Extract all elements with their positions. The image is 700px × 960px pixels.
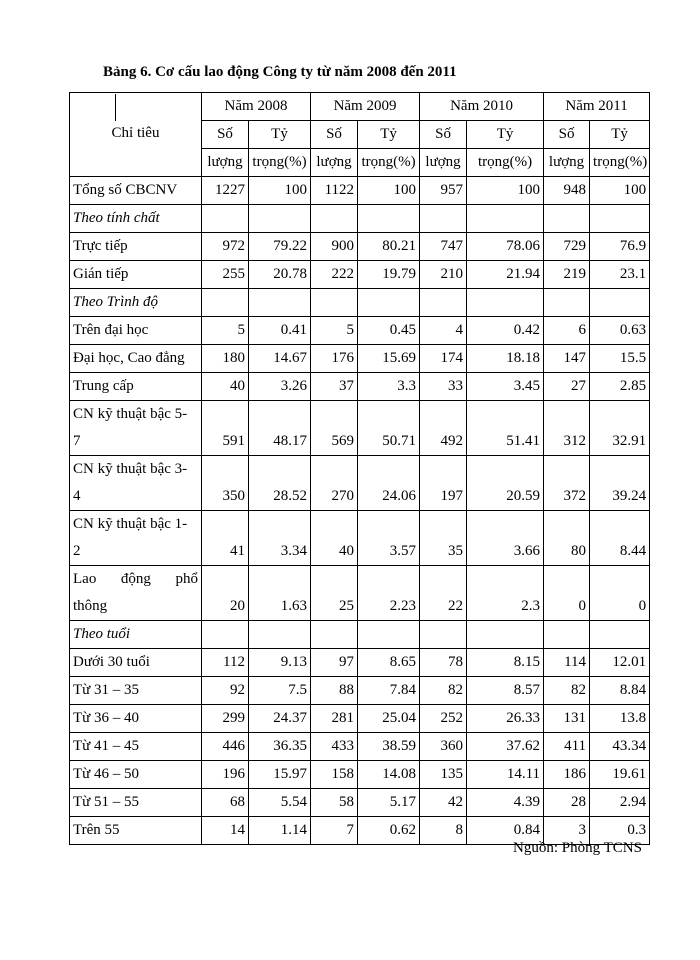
group-row [70, 205, 650, 233]
criterion-header [70, 93, 202, 177]
ratio-cell: 0.42 [467, 317, 544, 345]
ratio-header-line1: Tỷ [358, 121, 420, 149]
qty-cell: 948 [544, 177, 590, 205]
ratio-cell: 39.24 [590, 456, 650, 511]
row-label [70, 566, 202, 621]
empty-cell [202, 205, 249, 233]
ratio-cell: 51.41 [467, 401, 544, 456]
year-header-2011: Năm 2011 [544, 93, 650, 121]
qty-cell: 1122 [311, 177, 358, 205]
empty-cell [358, 289, 420, 317]
qty-cell: 591 [202, 401, 249, 456]
row-label: Trực tiếp [70, 233, 202, 261]
ratio-cell: 3.26 [249, 373, 311, 401]
ratio-cell: 0.84 [467, 817, 544, 845]
ratio-cell: 1.63 [249, 566, 311, 621]
ratio-cell: 48.17 [249, 401, 311, 456]
ratio-cell: 19.79 [358, 261, 420, 289]
ratio-cell: 0.3 [590, 817, 650, 845]
ratio-cell: 1.14 [249, 817, 311, 845]
qty-cell: 4 [420, 317, 467, 345]
ratio-cell: 26.33 [467, 705, 544, 733]
qty-cell: 42 [420, 789, 467, 817]
ratio-cell: 76.9 [590, 233, 650, 261]
group-row [70, 621, 650, 649]
row-label-line2: 7 [73, 433, 81, 449]
qty-header-line1: Số [202, 121, 249, 149]
ratio-cell: 2.85 [590, 373, 650, 401]
qty-cell: 350 [202, 456, 249, 511]
row-label: Từ 31 – 35 [70, 677, 202, 705]
row-label: Dưới 30 tuổi [70, 649, 202, 677]
row-label: Trên đại học [70, 317, 202, 345]
group-label: Theo tính chất [70, 205, 202, 233]
qty-cell: 147 [544, 345, 590, 373]
qty-cell: 40 [202, 373, 249, 401]
table-row [70, 733, 650, 761]
qty-cell: 80 [544, 511, 590, 566]
ratio-cell: 15.97 [249, 761, 311, 789]
qty-cell: 82 [420, 677, 467, 705]
ratio-cell: 3.34 [249, 511, 311, 566]
ratio-cell: 3.45 [467, 373, 544, 401]
header-row-years [70, 93, 650, 121]
ratio-cell: 0 [590, 566, 650, 621]
empty-cell [249, 621, 311, 649]
group-label: Theo Trình độ [70, 289, 202, 317]
empty-cell [249, 205, 311, 233]
ratio-cell: 25.04 [358, 705, 420, 733]
table-row [70, 373, 650, 401]
qty-cell: 174 [420, 345, 467, 373]
qty-cell: 492 [420, 401, 467, 456]
ratio-cell: 24.06 [358, 456, 420, 511]
ratio-header-line1: Tỷ [590, 121, 650, 149]
row-label: Từ 36 – 40 [70, 705, 202, 733]
qty-cell: 27 [544, 373, 590, 401]
row-label-line1: Lao động phổ [73, 571, 198, 587]
table-row [70, 511, 650, 566]
qty-cell: 312 [544, 401, 590, 456]
empty-cell [420, 205, 467, 233]
ratio-cell: 13.8 [590, 705, 650, 733]
qty-cell: 210 [420, 261, 467, 289]
qty-cell: 135 [420, 761, 467, 789]
qty-cell: 270 [311, 456, 358, 511]
ratio-cell: 32.91 [590, 401, 650, 456]
qty-cell: 14 [202, 817, 249, 845]
ratio-cell: 20.59 [467, 456, 544, 511]
qty-cell: 196 [202, 761, 249, 789]
qty-cell: 20 [202, 566, 249, 621]
qty-cell: 25 [311, 566, 358, 621]
qty-cell: 5 [311, 317, 358, 345]
table-row [70, 789, 650, 817]
row-label-line1: CN kỹ thuật bậc 1- [73, 516, 188, 532]
ratio-cell: 0.45 [358, 317, 420, 345]
ratio-cell: 5.17 [358, 789, 420, 817]
qty-cell: 40 [311, 511, 358, 566]
qty-cell: 22 [420, 566, 467, 621]
row-label-line2: 4 [73, 488, 81, 504]
qty-cell: 569 [311, 401, 358, 456]
ratio-cell: 9.13 [249, 649, 311, 677]
qty-cell: 7 [311, 817, 358, 845]
year-header-2008: Năm 2008 [202, 93, 311, 121]
empty-cell [358, 205, 420, 233]
empty-cell [590, 621, 650, 649]
ratio-cell: 50.71 [358, 401, 420, 456]
qty-cell: 197 [420, 456, 467, 511]
ratio-cell: 24.37 [249, 705, 311, 733]
group-row [70, 289, 650, 317]
ratio-cell: 36.35 [249, 733, 311, 761]
qty-cell: 747 [420, 233, 467, 261]
table-row [70, 261, 650, 289]
qty-cell: 92 [202, 677, 249, 705]
criterion-header-label: Chỉ tiêu [111, 125, 160, 141]
year-header-2010: Năm 2010 [420, 93, 544, 121]
qty-header-line1: Số [420, 121, 467, 149]
ratio-cell: 8.57 [467, 677, 544, 705]
qty-header-line2: lượng [544, 149, 590, 177]
qty-cell: 180 [202, 345, 249, 373]
qty-cell: 972 [202, 233, 249, 261]
ratio-header-line2: trọng(%) [590, 149, 650, 177]
row-label [70, 456, 202, 511]
qty-cell: 28 [544, 789, 590, 817]
empty-cell [311, 205, 358, 233]
empty-cell [544, 205, 590, 233]
ratio-header-line2: trọng(%) [358, 149, 420, 177]
ratio-cell: 23.1 [590, 261, 650, 289]
qty-cell: 114 [544, 649, 590, 677]
row-label-line1: CN kỹ thuật bậc 3- [73, 461, 188, 477]
ratio-cell: 4.39 [467, 789, 544, 817]
ratio-cell: 7.5 [249, 677, 311, 705]
qty-cell: 176 [311, 345, 358, 373]
ratio-cell: 79.22 [249, 233, 311, 261]
row-label: Tổng số CBCNV [70, 177, 202, 205]
ratio-cell: 5.54 [249, 789, 311, 817]
empty-cell [467, 621, 544, 649]
ratio-cell: 14.11 [467, 761, 544, 789]
ratio-cell: 80.21 [358, 233, 420, 261]
empty-cell [544, 621, 590, 649]
ratio-cell: 19.61 [590, 761, 650, 789]
qty-cell: 82 [544, 677, 590, 705]
ratio-cell: 100 [467, 177, 544, 205]
qty-header-line2: lượng [420, 149, 467, 177]
ratio-cell: 2.94 [590, 789, 650, 817]
qty-cell: 78 [420, 649, 467, 677]
qty-cell: 5 [202, 317, 249, 345]
table-row [70, 705, 650, 733]
qty-cell: 41 [202, 511, 249, 566]
qty-cell: 222 [311, 261, 358, 289]
ratio-cell: 14.67 [249, 345, 311, 373]
qty-cell: 97 [311, 649, 358, 677]
empty-cell [202, 289, 249, 317]
qty-cell: 35 [420, 511, 467, 566]
ratio-cell: 15.5 [590, 345, 650, 373]
ratio-cell: 38.59 [358, 733, 420, 761]
qty-cell: 33 [420, 373, 467, 401]
empty-cell [467, 205, 544, 233]
ratio-cell: 8.44 [590, 511, 650, 566]
qty-cell: 3 [544, 817, 590, 845]
header-tick-mark [115, 94, 116, 121]
qty-cell: 68 [202, 789, 249, 817]
ratio-cell: 100 [249, 177, 311, 205]
qty-cell: 360 [420, 733, 467, 761]
qty-header-line1: Số [311, 121, 358, 149]
qty-cell: 131 [544, 705, 590, 733]
qty-cell: 0 [544, 566, 590, 621]
ratio-cell: 78.06 [467, 233, 544, 261]
ratio-cell: 0.41 [249, 317, 311, 345]
row-label: Từ 46 – 50 [70, 761, 202, 789]
table-row [70, 677, 650, 705]
ratio-cell: 14.08 [358, 761, 420, 789]
ratio-cell: 2.23 [358, 566, 420, 621]
ratio-cell: 7.84 [358, 677, 420, 705]
qty-cell: 6 [544, 317, 590, 345]
row-label [70, 401, 202, 456]
qty-cell: 1227 [202, 177, 249, 205]
ratio-header-line1: Tỷ [249, 121, 311, 149]
qty-cell: 372 [544, 456, 590, 511]
ratio-cell: 43.34 [590, 733, 650, 761]
empty-cell [249, 289, 311, 317]
row-label: Trung cấp [70, 373, 202, 401]
table-row [70, 401, 650, 456]
source-note: Nguồn: Phòng TCNS [513, 840, 642, 856]
ratio-cell: 100 [590, 177, 650, 205]
qty-cell: 58 [311, 789, 358, 817]
ratio-cell: 21.94 [467, 261, 544, 289]
row-label: Gián tiếp [70, 261, 202, 289]
empty-cell [358, 621, 420, 649]
qty-cell: 446 [202, 733, 249, 761]
qty-cell: 112 [202, 649, 249, 677]
qty-cell: 729 [544, 233, 590, 261]
empty-cell [467, 289, 544, 317]
ratio-cell: 8.15 [467, 649, 544, 677]
qty-cell: 433 [311, 733, 358, 761]
table-row [70, 233, 650, 261]
ratio-cell: 28.52 [249, 456, 311, 511]
qty-header-line1: Số [544, 121, 590, 149]
qty-header-line2: lượng [202, 149, 249, 177]
ratio-cell: 15.69 [358, 345, 420, 373]
qty-cell: 186 [544, 761, 590, 789]
empty-cell [420, 621, 467, 649]
empty-cell [544, 289, 590, 317]
table-row [70, 566, 650, 621]
ratio-header-line2: trọng(%) [249, 149, 311, 177]
labor-structure-table [69, 92, 650, 845]
table-row [70, 177, 650, 205]
row-label-line2: 2 [73, 543, 81, 559]
ratio-cell: 3.3 [358, 373, 420, 401]
empty-cell [202, 621, 249, 649]
row-label: Từ 51 – 55 [70, 789, 202, 817]
qty-cell: 88 [311, 677, 358, 705]
qty-cell: 281 [311, 705, 358, 733]
qty-cell: 900 [311, 233, 358, 261]
ratio-cell: 12.01 [590, 649, 650, 677]
table-row [70, 649, 650, 677]
ratio-cell: 8.84 [590, 677, 650, 705]
qty-cell: 255 [202, 261, 249, 289]
ratio-cell: 0.62 [358, 817, 420, 845]
qty-header-line2: lượng [311, 149, 358, 177]
ratio-cell: 100 [358, 177, 420, 205]
ratio-cell: 8.65 [358, 649, 420, 677]
table-caption: Bảng 6. Cơ cấu lao động Công ty từ năm 2008 đến 2011 [103, 64, 457, 80]
ratio-header-line2: trọng(%) [467, 149, 544, 177]
ratio-cell: 18.18 [467, 345, 544, 373]
ratio-cell: 3.57 [358, 511, 420, 566]
qty-cell: 299 [202, 705, 249, 733]
ratio-cell: 3.66 [467, 511, 544, 566]
ratio-cell: 37.62 [467, 733, 544, 761]
ratio-header-line1: Tỷ [467, 121, 544, 149]
row-label: Đại học, Cao đẳng [70, 345, 202, 373]
qty-cell: 8 [420, 817, 467, 845]
empty-cell [311, 621, 358, 649]
year-header-2009: Năm 2009 [311, 93, 420, 121]
qty-cell: 219 [544, 261, 590, 289]
empty-cell [311, 289, 358, 317]
row-label [70, 511, 202, 566]
table-row [70, 345, 650, 373]
ratio-cell: 2.3 [467, 566, 544, 621]
qty-cell: 957 [420, 177, 467, 205]
row-label: Trên 55 [70, 817, 202, 845]
empty-cell [590, 205, 650, 233]
group-label: Theo tuổi [70, 621, 202, 649]
row-label-line2: thông [73, 598, 108, 614]
qty-cell: 158 [311, 761, 358, 789]
ratio-cell: 20.78 [249, 261, 311, 289]
qty-cell: 37 [311, 373, 358, 401]
qty-cell: 411 [544, 733, 590, 761]
table-row [70, 761, 650, 789]
table-row [70, 456, 650, 511]
empty-cell [590, 289, 650, 317]
qty-cell: 252 [420, 705, 467, 733]
row-label: Từ 41 – 45 [70, 733, 202, 761]
row-label-line1: CN kỹ thuật bậc 5- [73, 406, 188, 422]
empty-cell [420, 289, 467, 317]
ratio-cell: 0.63 [590, 317, 650, 345]
table-row [70, 317, 650, 345]
